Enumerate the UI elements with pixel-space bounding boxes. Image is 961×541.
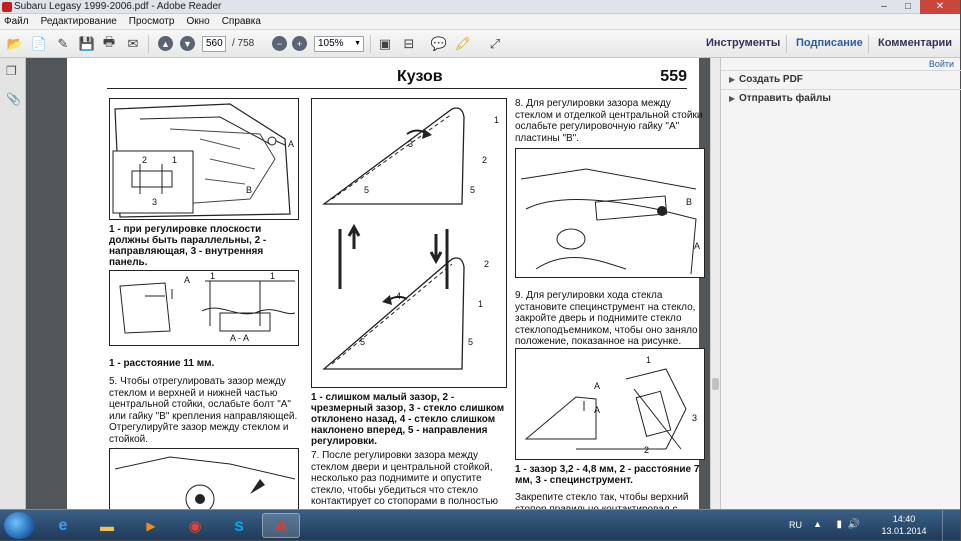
fig1-caption: 1 - при регулировке плоскости должны быть параллельны, 2 - направляющая, 3 - внутренняя панель.: [109, 224, 267, 268]
fig1-label: B: [246, 185, 253, 195]
login-link[interactable]: Войти: [928, 59, 954, 69]
show-desktop-button[interactable]: [942, 510, 954, 541]
special-tool-drawing: [516, 349, 706, 461]
figure-distance: [109, 270, 299, 346]
open-icon[interactable]: 📂: [6, 36, 24, 51]
language-indicator[interactable]: RU: [789, 520, 802, 530]
maximize-button[interactable]: □: [904, 1, 912, 12]
pdf-page: [67, 58, 703, 518]
distance-drawing: [110, 271, 300, 347]
fig1-label: 2: [142, 155, 148, 165]
media-player-icon[interactable]: ▶: [146, 518, 156, 533]
chevron-right-icon: ▶: [729, 75, 736, 84]
folder-icon[interactable]: ▬: [100, 517, 114, 534]
next-page-icon[interactable]: ▼: [180, 36, 195, 51]
door-glass-guide-drawing: [110, 99, 300, 221]
ie-icon[interactable]: e: [58, 516, 68, 534]
page-thumbnails-icon[interactable]: ❐: [6, 64, 17, 78]
save-icon[interactable]: 💾: [78, 36, 96, 51]
chevron-down-icon: ▼: [354, 40, 361, 47]
fit-page-icon[interactable]: ▣: [378, 36, 392, 51]
tab-comments[interactable]: Комментарии: [878, 37, 953, 49]
fig-tool-label: A: [594, 381, 601, 391]
tab-tools[interactable]: Инструменты: [706, 37, 781, 49]
zoom-out-icon[interactable]: −: [272, 36, 287, 51]
window-controls: [872, 0, 960, 14]
highlight-icon[interactable]: 🖍: [454, 36, 472, 51]
scrollbar-thumb[interactable]: [712, 378, 719, 390]
fig-tool-label: 3: [692, 413, 698, 423]
fig-bottom-label: 5: [468, 337, 474, 347]
chrome-icon[interactable]: ◉: [188, 517, 202, 535]
toolbar-separator: [868, 35, 869, 53]
fig2-label: A: [184, 275, 191, 285]
menu-bar: [0, 14, 960, 30]
zoom-in-icon[interactable]: +: [292, 36, 307, 51]
close-button[interactable]: ✕: [920, 0, 960, 14]
figure-door-glass-guide: [109, 98, 299, 220]
expand-icon[interactable]: ⤢: [489, 36, 501, 51]
acrobat-icon[interactable]: ⟁: [262, 513, 300, 538]
comment-icon[interactable]: 💬: [430, 36, 448, 51]
skype-icon[interactable]: S: [234, 517, 244, 534]
windows-start-icon[interactable]: [4, 512, 34, 539]
figure-bolt: [109, 448, 299, 518]
menu-file[interactable]: Файл: [4, 16, 29, 27]
paragraph-5: 5. Чтобы отрегулировать зазор между стеклом и верхней и нижней частью центральной стойки, ослабьте болт "A" или гайку "B" крепления направляющей. Отрегулируйте зазор между стеклом и стойкой.: [109, 376, 298, 445]
email-icon[interactable]: ✉: [127, 36, 139, 51]
vertical-scrollbar[interactable]: [710, 58, 720, 509]
figure-special-tool: [515, 348, 705, 460]
figure-adjust-nut: [515, 148, 705, 278]
figure-glass-clearance: [311, 98, 507, 388]
network-icon[interactable]: ▮: [836, 519, 842, 530]
zoom-select[interactable]: [314, 36, 364, 52]
create-pdf-label: Создать PDF: [739, 74, 803, 85]
fig-bottom-label: 4: [396, 291, 402, 301]
page-number-input[interactable]: 560: [202, 36, 226, 52]
attachments-icon[interactable]: 📎: [6, 92, 21, 106]
fit-width-icon[interactable]: ⊟: [403, 36, 415, 51]
menu-help[interactable]: Справка: [221, 16, 261, 27]
page-number: 559: [660, 68, 687, 85]
print-icon[interactable]: 🖶: [102, 34, 116, 49]
fig-top-label: 5: [364, 185, 370, 195]
menu-edit[interactable]: Редактирование: [40, 16, 117, 27]
window-title: Subaru Legasy 1999-2006.pdf - Adobe Reader: [14, 1, 222, 12]
toolbar-separator: [370, 35, 371, 53]
header-rule: [107, 88, 687, 89]
fig2-label: 1: [210, 271, 216, 281]
fig1-label: 3: [152, 197, 158, 207]
create-pdf-section[interactable]: [721, 70, 961, 88]
fig-tool-label: A: [594, 405, 601, 415]
fig-glass-caption: 1 - слишком малый зазор, 2 - чрезмерный зазор, 3 - стекло слишком отклонено назад, 4 - стекло слишком наклонено вперед, 5 - направления регулировки.: [311, 392, 505, 447]
minimize-button[interactable]: –: [881, 1, 887, 12]
fig-top-label: 1: [494, 115, 500, 125]
fig-top-label: 5: [470, 185, 476, 195]
taskbar: [0, 509, 960, 540]
fig-bottom-label: 2: [484, 259, 490, 269]
fig-top-label: 2: [482, 155, 488, 165]
volume-icon[interactable]: 🔊: [847, 519, 860, 530]
fig1-label: A: [288, 139, 295, 149]
edit-icon[interactable]: ✎: [57, 36, 69, 51]
fig2-caption: 1 - расстояние 11 мм.: [109, 358, 215, 369]
clock-time[interactable]: 14:40: [892, 514, 916, 524]
toolbar-separator: [786, 35, 787, 53]
fig-tool-caption: 1 - зазор 3,2 - 4,8 мм, 2 - расстояние 7 мм, 3 - специнструмент.: [515, 464, 700, 486]
paragraph-7: 7. После регулировки зазора между стеклом двери и центральной стойкой, несколько раз поднимите и опустите стекло, чтобы убедиться что стекло контактирует со стопорами в полностью: [311, 450, 499, 507]
chevron-up-icon[interactable]: ▲: [813, 519, 822, 529]
fig-nut-label: A: [694, 241, 701, 251]
paragraph-9: 9. Для регулировки хода стекла установите специнструмент на стекло, закройте дверь и поднимите стекло стеклоподъемником, чтобы оно заняло положение, показанное на рисунке.: [515, 290, 698, 347]
send-files-section[interactable]: [721, 89, 961, 107]
send-files-label: Отправить файлы: [739, 93, 831, 104]
navigation-pane: [0, 58, 26, 509]
previous-page-icon[interactable]: ▲: [158, 36, 173, 51]
tab-sign[interactable]: Подписание: [796, 37, 863, 49]
tools-pane: [720, 58, 960, 509]
menu-window[interactable]: Окно: [186, 16, 210, 27]
paragraph-8: 8. Для регулировки зазора между стеклом и отделкой центральной стойки ослабьте регулировочную гайку "A" пластины "B".: [515, 98, 703, 144]
fig-top-label: 3: [408, 139, 414, 149]
page-total: / 758: [232, 38, 255, 49]
chevron-right-icon: ▶: [729, 94, 736, 103]
fig-nut-label: B: [686, 197, 693, 207]
section-title: Кузов: [397, 68, 443, 85]
document-view[interactable]: [26, 58, 710, 509]
create-pdf-icon[interactable]: 📄: [30, 36, 48, 51]
paragraph-end: Закрепите стекло так, чтобы верхний: [515, 492, 689, 503]
fig1-label: 1: [172, 155, 178, 165]
title-bar: [0, 0, 960, 14]
fig-tool-label: 2: [644, 445, 650, 455]
toolbar-separator: [148, 35, 149, 53]
zoom-value: 105%: [318, 38, 344, 49]
toolbar: [0, 30, 960, 58]
adobe-reader-app-icon: [2, 2, 12, 12]
menu-view[interactable]: Просмотр: [128, 16, 175, 27]
clock-date[interactable]: 13.01.2014: [881, 526, 927, 536]
fig-bottom-label: 1: [478, 299, 484, 309]
fig2-label: 1: [270, 271, 276, 281]
adjust-nut-drawing: [516, 149, 706, 279]
fig2-label: A - A: [230, 333, 250, 343]
fig-bottom-label: 5: [360, 337, 366, 347]
fig-tool-label: 1: [646, 355, 652, 365]
